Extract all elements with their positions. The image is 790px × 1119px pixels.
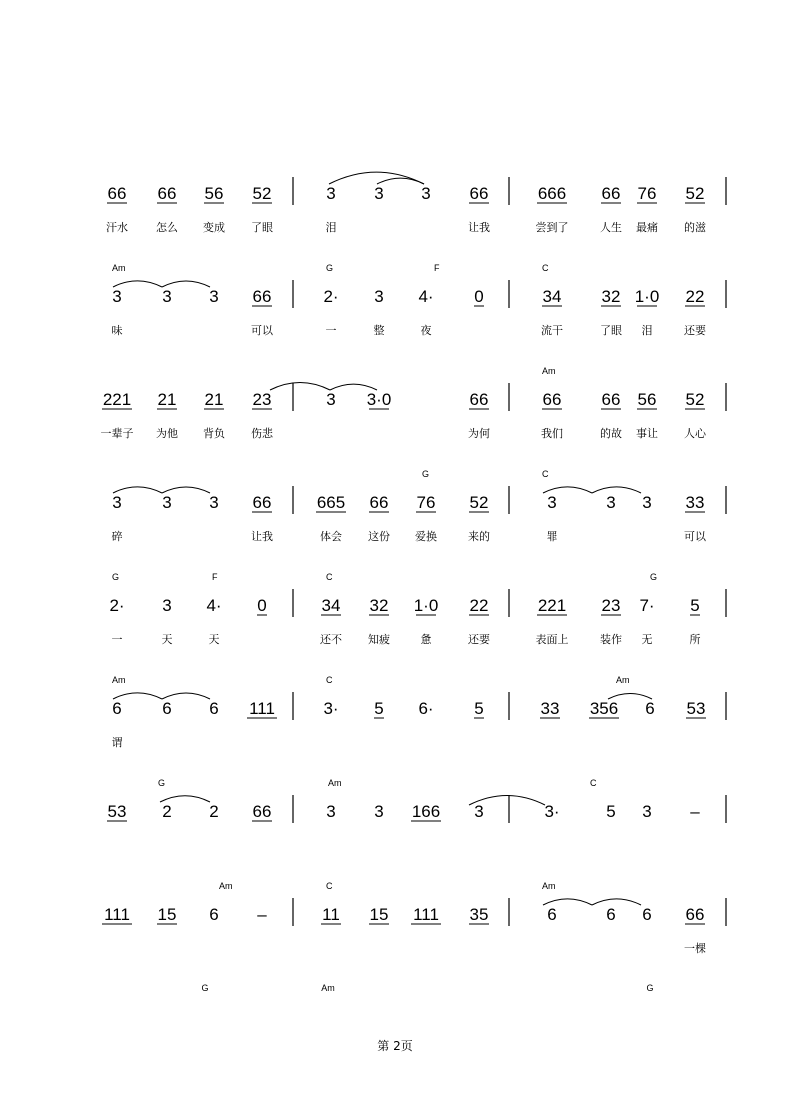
lyric-syllable: 还要 xyxy=(684,324,706,337)
note: 5 xyxy=(374,699,384,718)
note-group xyxy=(112,493,121,512)
note: 66 xyxy=(601,390,621,409)
note-group xyxy=(162,596,171,615)
note-group xyxy=(374,699,383,718)
note-group xyxy=(474,287,483,306)
note: 0 xyxy=(474,287,484,306)
chord-symbol: G xyxy=(201,983,209,993)
lyric-syllable: 还要 xyxy=(468,633,490,646)
note: 32 xyxy=(601,287,621,306)
note-group xyxy=(249,699,275,718)
note-group xyxy=(108,184,127,203)
lyric-syllable: 的滋 xyxy=(684,221,706,234)
note-group xyxy=(470,493,489,512)
note: 3 xyxy=(209,287,219,306)
note-group xyxy=(103,390,131,409)
page-number: 第 2页 xyxy=(377,1039,413,1053)
note-group xyxy=(635,287,660,306)
note: 665 xyxy=(316,493,346,512)
lyric-syllable: 可以 xyxy=(684,530,706,543)
note: 3· xyxy=(544,802,560,821)
note-group xyxy=(543,390,562,409)
note: 0 xyxy=(257,596,267,615)
lyric-syllable: 流干 xyxy=(541,324,563,337)
note-group xyxy=(541,699,560,718)
note: 6 xyxy=(162,699,172,718)
chord-symbol: Am xyxy=(542,366,556,376)
lyric-syllable: 伤悲 xyxy=(251,427,273,440)
note: 3 xyxy=(326,390,336,409)
note-group xyxy=(686,905,705,924)
note-group xyxy=(544,802,559,821)
note: 3 xyxy=(547,493,557,512)
note: 4· xyxy=(206,596,222,615)
note-group xyxy=(470,184,489,203)
note: – xyxy=(257,905,267,924)
note-group xyxy=(209,699,218,718)
note-group xyxy=(162,287,171,306)
note: 56 xyxy=(637,390,657,409)
note-group xyxy=(326,802,335,821)
note: 11 xyxy=(322,905,340,924)
note-group xyxy=(158,905,177,924)
note-group xyxy=(206,596,221,615)
note: 52 xyxy=(685,390,705,409)
lyric-syllable: 一辈子 xyxy=(100,427,134,440)
note: 1·0 xyxy=(634,287,660,306)
lyric-syllable: 罪 xyxy=(546,530,558,543)
note: 66 xyxy=(252,493,272,512)
lyric-syllable: 人心 xyxy=(684,427,706,440)
lyric-syllable: 所 xyxy=(689,633,701,646)
lyric-syllable: 知疲 xyxy=(368,633,390,646)
note-group xyxy=(638,184,657,203)
note: 66 xyxy=(685,905,705,924)
chord-symbol: G xyxy=(646,983,654,993)
note-group xyxy=(205,184,224,203)
note: 166 xyxy=(411,802,441,821)
note: 3 xyxy=(474,802,484,821)
lyric-syllable: 人生 xyxy=(600,221,622,234)
note-group xyxy=(418,287,433,306)
slur-arc xyxy=(270,383,330,391)
note: 76 xyxy=(637,184,657,203)
note-group xyxy=(205,390,224,409)
chord-symbol: Am xyxy=(219,881,233,891)
note-group xyxy=(109,596,124,615)
note-group xyxy=(257,596,266,615)
lyric-syllable: 汗水 xyxy=(106,221,128,234)
note: 66 xyxy=(542,390,562,409)
note: 5 xyxy=(474,699,484,718)
lyric-syllable: 还不 xyxy=(320,633,342,646)
lyric-syllable: 怎么 xyxy=(156,221,178,234)
note: 66 xyxy=(601,184,621,203)
note: 5 xyxy=(606,802,616,821)
note: 3 xyxy=(374,802,384,821)
slur-arc xyxy=(592,899,641,905)
chord-symbol: F xyxy=(212,572,218,582)
note-group xyxy=(326,184,335,203)
note-group xyxy=(470,596,489,615)
note-group xyxy=(686,184,705,203)
lyric-syllable: 体会 xyxy=(320,530,342,543)
note: 21 xyxy=(157,390,177,409)
note-group xyxy=(686,390,705,409)
lyric-syllable: 了眼 xyxy=(600,324,622,337)
note-group xyxy=(687,699,706,718)
note: 3·0 xyxy=(366,390,392,409)
note-group xyxy=(317,493,345,512)
note-group xyxy=(162,802,171,821)
note: 5 xyxy=(690,596,700,615)
note: 3 xyxy=(162,493,172,512)
note-group xyxy=(642,905,651,924)
chord-symbol: G xyxy=(158,778,166,788)
chord-symbol: C xyxy=(326,675,333,685)
note: 22 xyxy=(685,287,705,306)
note-group xyxy=(209,287,218,306)
note-group xyxy=(323,699,338,718)
note-group xyxy=(686,287,705,306)
chord-symbol: G xyxy=(326,263,334,273)
lyric-syllable: 爱换 xyxy=(415,530,437,543)
note: 53 xyxy=(686,699,706,718)
note: 3 xyxy=(374,287,384,306)
slur-arc xyxy=(592,487,641,493)
note: 3 xyxy=(162,287,172,306)
note-group xyxy=(370,905,389,924)
note-group xyxy=(413,905,439,924)
note-group xyxy=(104,905,130,924)
note-group xyxy=(108,802,127,821)
lyric-syllable: 泪 xyxy=(325,221,337,234)
chord-symbol: C xyxy=(590,778,597,788)
lyric-syllable: 为他 xyxy=(156,427,178,440)
note-group xyxy=(606,802,615,821)
note-group xyxy=(253,390,272,409)
lyric-syllable: 事让 xyxy=(636,427,658,440)
note-group xyxy=(642,493,651,512)
lyric-syllable: 无 xyxy=(641,633,653,646)
note: 3 xyxy=(326,802,336,821)
note-group xyxy=(322,596,341,615)
note: 6 xyxy=(645,699,655,718)
note-group xyxy=(602,390,621,409)
note: 66 xyxy=(469,184,489,203)
note-group xyxy=(374,287,383,306)
chord-symbol: Am xyxy=(616,675,630,685)
note-group xyxy=(322,905,340,924)
note: 3 xyxy=(209,493,219,512)
note-group xyxy=(370,596,389,615)
chord-symbol: G xyxy=(112,572,120,582)
lyric-syllable: 背负 xyxy=(203,427,225,440)
chord-symbol: C xyxy=(542,263,549,273)
chord-symbol: C xyxy=(326,881,333,891)
note: 53 xyxy=(107,802,127,821)
lyric-syllable: 我们 xyxy=(541,427,563,440)
note-group xyxy=(470,390,489,409)
lyric-syllable: 整 xyxy=(373,324,385,337)
note: 3 xyxy=(606,493,616,512)
note-group xyxy=(547,493,556,512)
note: 3 xyxy=(421,184,431,203)
note-group xyxy=(370,493,389,512)
note: 34 xyxy=(542,287,562,306)
note-group xyxy=(326,390,335,409)
lyric-syllable: 变成 xyxy=(203,221,225,234)
note: 6 xyxy=(606,905,616,924)
note-group xyxy=(418,699,433,718)
note-group xyxy=(538,596,566,615)
note: 3 xyxy=(162,596,172,615)
note: 21 xyxy=(204,390,224,409)
note: 2· xyxy=(323,287,339,306)
lyric-syllable: 让我 xyxy=(468,221,490,234)
note: 6· xyxy=(418,699,434,718)
note-group xyxy=(470,905,489,924)
note-group xyxy=(162,699,171,718)
note: 356 xyxy=(589,699,619,718)
note: 52 xyxy=(252,184,272,203)
note-group xyxy=(209,493,218,512)
note: 66 xyxy=(252,802,272,821)
note: 56 xyxy=(204,184,224,203)
note: 32 xyxy=(369,596,389,615)
chord-symbol: C xyxy=(326,572,333,582)
note-group xyxy=(642,802,651,821)
note-group xyxy=(538,184,566,203)
note: 34 xyxy=(321,596,341,615)
note: 4· xyxy=(418,287,434,306)
note-group xyxy=(112,699,121,718)
note-group xyxy=(638,390,657,409)
note: 35 xyxy=(469,905,489,924)
note: 76 xyxy=(416,493,436,512)
note-group xyxy=(209,905,218,924)
note: – xyxy=(690,802,700,821)
lyric-syllable: 让我 xyxy=(251,530,273,543)
note: 52 xyxy=(685,184,705,203)
lyric-syllable: 可以 xyxy=(251,324,273,337)
note: 33 xyxy=(685,493,705,512)
note: 3 xyxy=(642,802,652,821)
note-group xyxy=(686,493,705,512)
lyric-syllable: 来的 xyxy=(468,530,490,543)
chord-symbol: G xyxy=(650,572,658,582)
chord-symbol: Am xyxy=(112,263,126,273)
note-group xyxy=(602,287,621,306)
note: 221 xyxy=(102,390,132,409)
note-group xyxy=(367,390,392,409)
chord-symbol: C xyxy=(542,469,549,479)
note-group xyxy=(253,287,272,306)
note-group xyxy=(590,699,618,718)
lyric-syllable: 天 xyxy=(161,633,173,646)
lyric-syllable: 味 xyxy=(111,324,123,337)
note: 6 xyxy=(209,905,219,924)
note-group xyxy=(606,905,615,924)
lyric-syllable: 一 xyxy=(325,324,337,337)
lyric-syllable: 泪 xyxy=(641,324,653,337)
note: 1·0 xyxy=(413,596,439,615)
note: 6 xyxy=(642,905,652,924)
note: 66 xyxy=(107,184,127,203)
note-group xyxy=(474,802,483,821)
slur-arc xyxy=(329,172,424,184)
note-group xyxy=(639,596,654,615)
note-group xyxy=(606,493,615,512)
note: 66 xyxy=(252,287,272,306)
lyric-syllable: 夜 xyxy=(420,324,432,337)
lyric-syllable: 表面上 xyxy=(535,633,569,646)
lyric-syllable: 天 xyxy=(208,633,220,646)
note-group xyxy=(253,493,272,512)
lyric-syllable: 装作 xyxy=(600,633,622,646)
note-group xyxy=(158,390,177,409)
lyric-syllable: 了眼 xyxy=(251,221,273,234)
note-group xyxy=(645,699,654,718)
note-group xyxy=(253,184,272,203)
note-group xyxy=(162,493,171,512)
note: 3 xyxy=(642,493,652,512)
note: 33 xyxy=(540,699,560,718)
note: 3· xyxy=(323,699,339,718)
chord-symbol: Am xyxy=(328,778,342,788)
lyric-syllable: 谓 xyxy=(111,736,123,749)
note: 23 xyxy=(601,596,621,615)
note-group xyxy=(323,287,338,306)
note-group xyxy=(374,184,383,203)
chord-symbol: G xyxy=(422,469,430,479)
slur-arc xyxy=(377,178,424,184)
note: 221 xyxy=(537,596,567,615)
lyric-syllable: 的故 xyxy=(600,427,622,440)
note: 666 xyxy=(537,184,567,203)
note-group xyxy=(257,905,267,924)
note: 22 xyxy=(469,596,489,615)
note: 6 xyxy=(547,905,557,924)
lyric-syllable: 尝到了 xyxy=(535,221,569,234)
note: 2 xyxy=(209,802,219,821)
chord-symbol: Am xyxy=(321,983,335,993)
chord-symbol: F xyxy=(434,263,440,273)
note: 3 xyxy=(374,184,384,203)
note: 6 xyxy=(209,699,219,718)
note-group xyxy=(690,596,699,615)
note-group xyxy=(209,802,218,821)
note-group xyxy=(417,493,436,512)
note: 3 xyxy=(112,493,122,512)
note-group xyxy=(412,802,440,821)
note-group xyxy=(253,802,272,821)
note: 111 xyxy=(413,905,439,924)
note: 2· xyxy=(109,596,125,615)
note: 111 xyxy=(249,699,275,718)
note-group xyxy=(421,184,430,203)
lyric-syllable: 碎 xyxy=(111,530,123,543)
note-group xyxy=(414,596,439,615)
note-group xyxy=(602,596,621,615)
note-group xyxy=(690,802,700,821)
lyric-syllable: 为何 xyxy=(468,427,490,440)
note: 6 xyxy=(112,699,122,718)
note: 2 xyxy=(162,802,172,821)
note-group xyxy=(602,184,621,203)
note-group xyxy=(474,699,483,718)
note: 111 xyxy=(104,905,130,924)
chord-symbol: Am xyxy=(542,881,556,891)
note: 52 xyxy=(469,493,489,512)
note: 7· xyxy=(639,596,655,615)
lyric-syllable: 最痛 xyxy=(636,221,658,234)
note: 66 xyxy=(469,390,489,409)
note: 15 xyxy=(157,905,177,924)
lyric-syllable: 惫 xyxy=(420,633,432,646)
note: 3 xyxy=(326,184,336,203)
note-group xyxy=(158,184,177,203)
note: 66 xyxy=(369,493,389,512)
lyric-syllable: 这份 xyxy=(368,530,390,543)
note-group xyxy=(543,287,562,306)
note: 23 xyxy=(252,390,272,409)
lyric-syllable: 一 xyxy=(111,633,123,646)
note-group xyxy=(374,802,383,821)
chord-symbol: Am xyxy=(112,675,126,685)
note-group xyxy=(112,287,121,306)
note: 66 xyxy=(157,184,177,203)
note-group xyxy=(547,905,556,924)
lyric-syllable: 一棵 xyxy=(684,942,706,955)
note: 3 xyxy=(112,287,122,306)
note: 15 xyxy=(369,905,389,924)
